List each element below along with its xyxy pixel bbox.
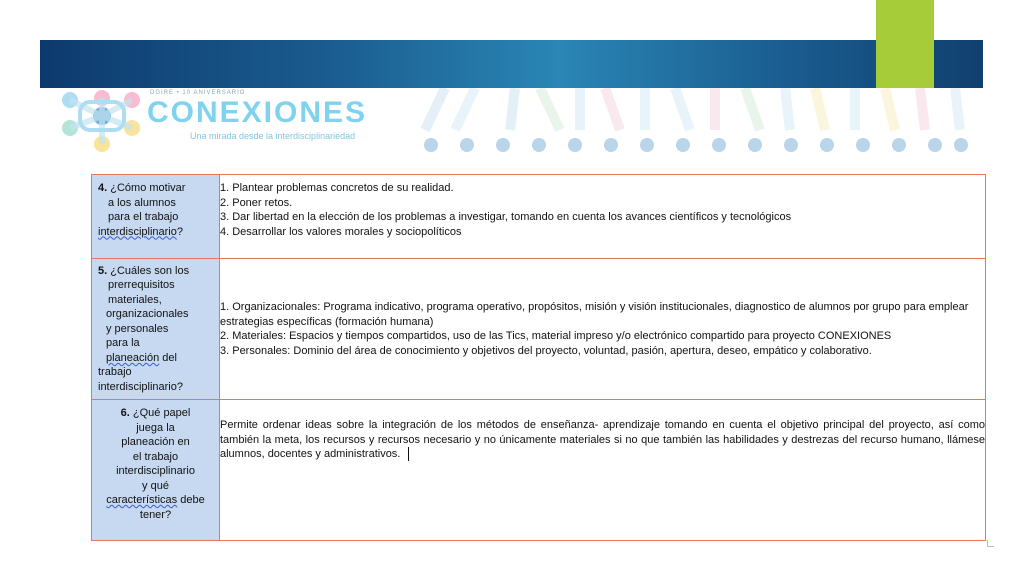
question-number: 6. [120, 407, 130, 419]
question-line: prerrequisitos [108, 279, 175, 292]
question-line: planeación [106, 351, 160, 364]
answer-line: 3. Dar libertad en la elección de los problemas a investigar, tomando en cuenta los avances científicos y tecnológicos [220, 211, 792, 223]
question-number: 5. [98, 264, 108, 277]
question-line: y qué [142, 479, 169, 492]
table-row [92, 259, 986, 400]
question-line: tener? [139, 508, 172, 521]
question-text [92, 406, 219, 522]
corner-mark [987, 540, 994, 547]
answer-cell-6[interactable] [220, 400, 986, 541]
question-cell-4[interactable] [92, 175, 220, 259]
answer-line: 4. Desarrollar los valores morales y sociopolíticos [220, 225, 462, 238]
answer-paragraph: Permite ordenar ideas sobre la integración de los métodos de enseñanza- aprendizaje tomando en cuenta el objetivo principal del proyecto, así como también la meta, los recursos y recursos necesario y no únicamente materiales si no que también las habilidades y destrezas del recurso humano, llámese alumnos, docentes y administrativos. [220, 419, 985, 460]
answer-line: 1. Plantear problemas concretos de su realidad. [220, 182, 454, 194]
table-row [92, 175, 986, 259]
answer-cell-4[interactable] [220, 175, 986, 259]
questions-table [91, 174, 986, 541]
question-line: ? [176, 225, 183, 238]
question-line: interdisciplinario [98, 225, 177, 238]
question-text [92, 181, 219, 239]
question-line: para la [106, 337, 140, 350]
header-banner [40, 40, 983, 88]
table-row [92, 400, 986, 541]
question-line: del [159, 351, 177, 364]
answer-cell-5[interactable] [220, 259, 986, 400]
question-line: trabajo [98, 366, 132, 379]
text-cursor [408, 447, 409, 461]
decorative-stripes-graphic [415, 88, 985, 158]
question-line: para el trabajo [108, 211, 179, 223]
question-line: a los alumnos [108, 196, 176, 209]
question-cell-5[interactable] [92, 259, 220, 400]
question-line: interdisciplinario [116, 465, 195, 477]
question-line: interdisciplinario? [98, 380, 183, 393]
question-number: 4. [98, 182, 108, 194]
answer-line: 2. Poner retos. [220, 196, 293, 209]
green-accent-tab [876, 0, 934, 88]
question-text [92, 264, 219, 395]
logo-subtitle-small: DGIRE • 10 ANIVERSARIO [150, 90, 246, 96]
question-line: ¿Qué papel [132, 407, 191, 419]
question-line: debe [177, 494, 205, 506]
question-line: ¿Cómo motivar [110, 182, 186, 194]
logo-tagline: Una mirada desde la interdisciplinariedad [190, 131, 356, 141]
question-line: el trabajo [132, 450, 179, 463]
logo-wordmark: CONEXIONES [147, 96, 368, 129]
question-cell-6[interactable] [92, 400, 220, 541]
answer-line: 2. Materiales: Espacios y tiempos compartidos, uso de las Tics, material impreso y/o electrónico compartido para proyecto CONEXIONES [220, 330, 892, 342]
question-line: materiales, [108, 293, 162, 306]
question-line: juega la [136, 421, 175, 434]
question-line: y personales [106, 322, 169, 335]
question-line: organizacionales [106, 308, 189, 321]
answer-line: 3. Personales: Dominio del área de conocimiento y objetivos del proyecto, voluntad, pasión, apertura, deseo, empático y colaborativo. [220, 344, 872, 357]
question-line: características [106, 494, 178, 506]
answer-line: 1. Organizacionales: Programa indicativo, programa operativo, propósitos, misión y visión institucionales, diagnostico de alumnos por grupo para emplear estrategias específicas (formación humana) [220, 301, 969, 328]
question-line: planeación en [121, 436, 190, 448]
question-line: ¿Cuáles son los [110, 264, 190, 277]
